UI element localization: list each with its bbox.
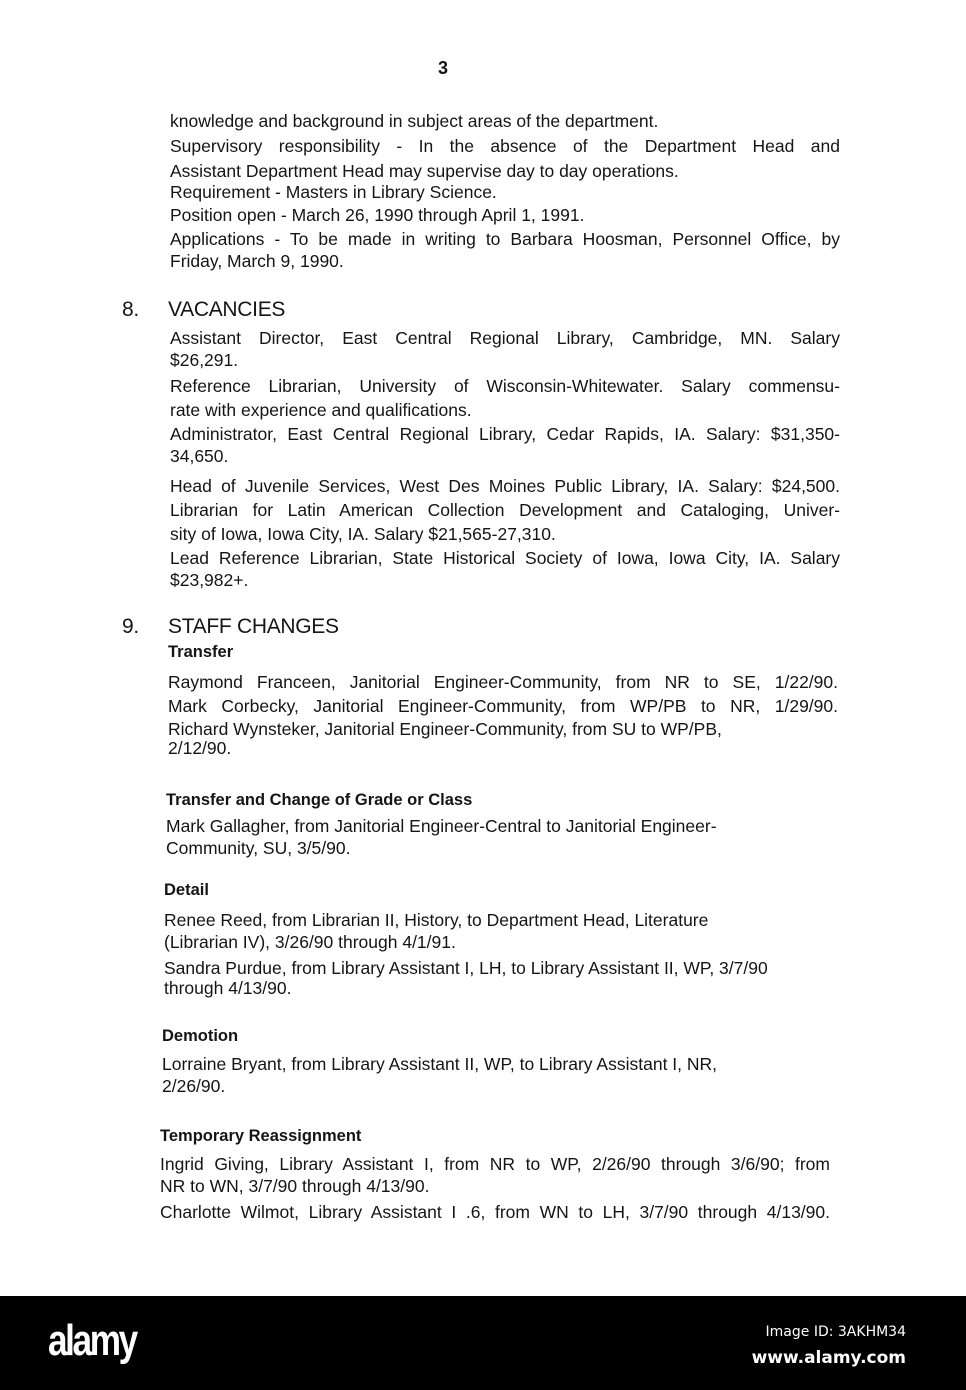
staff-line: Community, SU, 3/5/90. bbox=[166, 838, 351, 858]
image-id: Image ID: 3AKHM34 bbox=[765, 1324, 906, 1340]
staff-line: Renee Reed, from Librarian II, History, to Department Head, Literature bbox=[164, 910, 709, 930]
vacancy-line: Assistant Director, East Central Regional Library, Cambridge, MN. Salary bbox=[170, 328, 840, 348]
staff-line: Richard Wynsteker, Janitorial Engineer-Community, from SU to WP/PB, bbox=[168, 719, 722, 739]
staff-line: Ingrid Giving, Library Assistant I, from NR to WP, 2/26/90 through 3/6/90; from bbox=[160, 1154, 830, 1174]
staff-line: NR to WN, 3/7/90 through 4/13/90. bbox=[160, 1176, 430, 1196]
intro-line: Position open - March 26, 1990 through April 1, 1991. bbox=[170, 205, 585, 225]
subheading-transfer-grade: Transfer and Change of Grade or Class bbox=[166, 791, 473, 809]
vacancy-line: Head of Juvenile Services, West Des Moines Public Library, IA. Salary: $24,500. bbox=[170, 476, 840, 496]
staff-line: Mark Corbecky, Janitorial Engineer-Community, from WP/PB to NR, 1/29/90. bbox=[168, 696, 838, 716]
subheading-detail: Detail bbox=[164, 881, 209, 899]
vacancy-line: $26,291. bbox=[170, 350, 239, 370]
section-title: STAFF CHANGES bbox=[168, 615, 339, 638]
alamy-url: www.alamy.com bbox=[751, 1348, 906, 1368]
vacancy-line: Administrator, East Central Regional Library, Cedar Rapids, IA. Salary: $31,350- bbox=[170, 424, 840, 444]
section-title: VACANCIES bbox=[168, 298, 286, 321]
staff-line: (Librarian IV), 3/26/90 through 4/1/91. bbox=[164, 932, 456, 952]
staff-line: 2/26/90. bbox=[162, 1076, 226, 1096]
section-number: 8. bbox=[122, 298, 139, 321]
subheading-transfer: Transfer bbox=[168, 643, 234, 661]
intro-line: Requirement - Masters in Library Science. bbox=[170, 182, 497, 202]
vacancy-line: 34,650. bbox=[170, 446, 229, 466]
staff-line: Sandra Purdue, from Library Assistant I, LH, to Library Assistant II, WP, 3/7/90 bbox=[164, 958, 768, 978]
vacancy-line: rate with experience and qualifications. bbox=[170, 400, 472, 420]
alamy-logo: alamy bbox=[48, 1316, 136, 1365]
intro-line: Applications - To be made in writing to Barbara Hoosman, Personnel Office, by bbox=[170, 229, 840, 249]
subheading-demotion: Demotion bbox=[162, 1027, 239, 1045]
intro-line: Friday, March 9, 1990. bbox=[170, 251, 344, 271]
staff-line: 2/12/90. bbox=[168, 738, 232, 758]
page-number: 3 bbox=[438, 58, 449, 78]
staff-line: Raymond Franceen, Janitorial Engineer-Community, from NR to SE, 1/22/90. bbox=[168, 672, 838, 692]
staff-line: Mark Gallagher, from Janitorial Engineer-Central to Janitorial Engineer- bbox=[166, 816, 717, 836]
section-number: 9. bbox=[122, 615, 139, 638]
vacancy-line: sity of Iowa, Iowa City, IA. Salary $21,565-27,310. bbox=[170, 524, 556, 544]
vacancy-line: $23,982+. bbox=[170, 570, 249, 590]
vacancy-line: Reference Librarian, University of Wisconsin-Whitewater. Salary commensu- bbox=[170, 376, 840, 396]
staff-line: Charlotte Wilmot, Library Assistant I .6, from WN to LH, 3/7/90 through 4/13/90. bbox=[160, 1202, 830, 1222]
staff-line: through 4/13/90. bbox=[164, 978, 292, 998]
intro-line: knowledge and background in subject areas of the department. bbox=[170, 111, 659, 131]
subheading-temporary-reassignment: Temporary Reassignment bbox=[160, 1127, 362, 1145]
vacancy-line: Lead Reference Librarian, State Historical Society of Iowa, Iowa City, IA. Salary bbox=[170, 548, 840, 568]
intro-line: Supervisory responsibility - In the absence of the Department Head and bbox=[170, 136, 840, 156]
vacancy-line: Librarian for Latin American Collection Development and Cataloging, Univer- bbox=[170, 500, 840, 520]
intro-line: Assistant Department Head may supervise day to day operations. bbox=[170, 161, 679, 181]
watermark-bar bbox=[0, 1296, 966, 1390]
staff-line: Lorraine Bryant, from Library Assistant II, WP, to Library Assistant I, NR, bbox=[162, 1054, 718, 1074]
